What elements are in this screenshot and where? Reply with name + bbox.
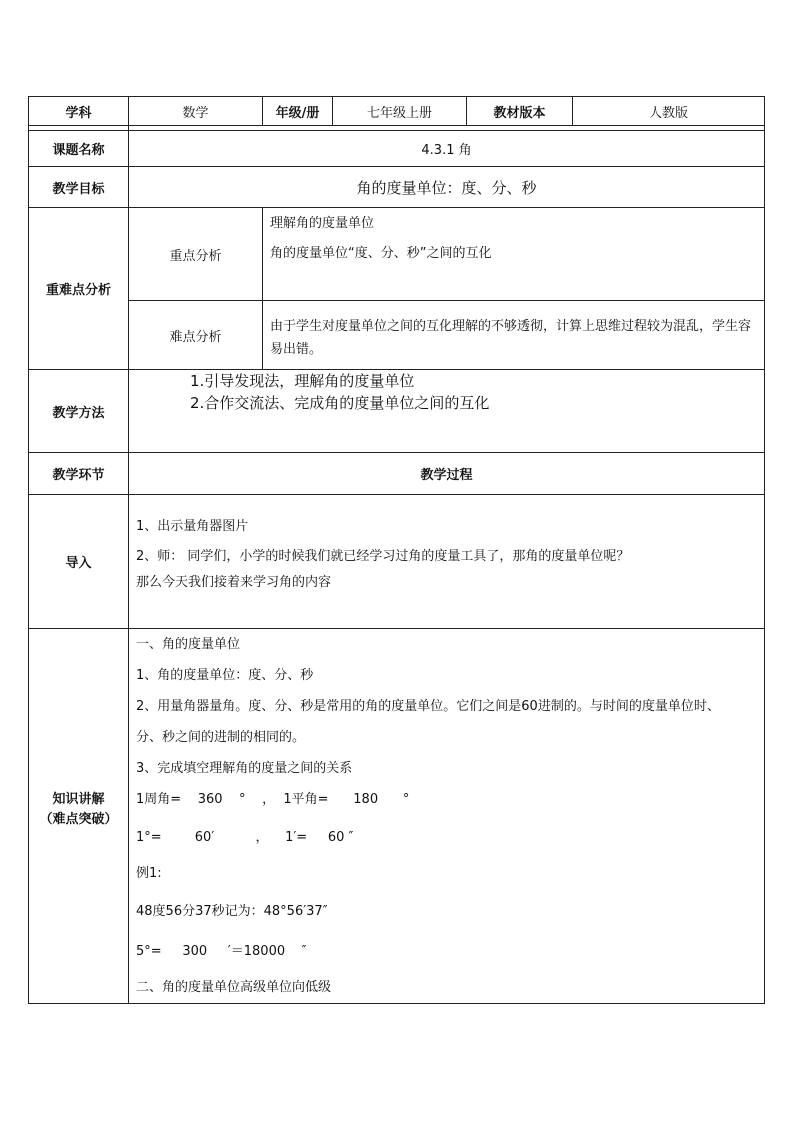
process-header-label: 教学过程	[420, 468, 473, 483]
course-label: 课题名称	[52, 143, 105, 158]
key-analysis-line-1: 理解角的度量单位	[270, 216, 375, 231]
knowledge-line-9: 48度56分37秒记为：48°56′37″	[136, 904, 328, 919]
method-item-2: 2.合作交流法、完成角的度量单位之间的互化	[190, 394, 490, 412]
intro-line-3: 那么今天我们接着来学习角的内容	[136, 575, 332, 590]
knowledge-line-5: 3、完成填空理解角的度量之间的关系	[136, 761, 353, 776]
key-analysis-line-2: 角的度量单位“度、分、秒”之间的互化	[270, 246, 492, 261]
knowledge-line-4: 分、秒之间的进制的相同的。	[136, 730, 306, 745]
knowledge-label-line-1: 知识讲解	[52, 792, 105, 807]
difficult-analysis-text: 由于学生对度量单位之间的互化理解的不够透彻，计算上思维过程较为混乱，学生容易出错。	[270, 319, 752, 357]
grade-label: 年级/册	[275, 105, 320, 121]
knowledge-line-3: 2、用量角器量角。度、分、秒是常用的角的度量单位。它们之间是60进制的。与时间的度量单位时、	[136, 699, 720, 714]
knowledge-line-11: 二、角的度量单位高级单位向低级	[136, 980, 332, 995]
goal-label: 教学目标	[52, 181, 105, 197]
knowledge-line-7: 1°= 60′ ， 1′= 60 ″	[136, 830, 354, 845]
method-item-1: 1.引导发现法，理解角的度量单位	[190, 372, 415, 390]
knowledge-label	[29, 780, 128, 840]
subject-value: 数学	[182, 105, 209, 121]
stage-header-label: 教学环节	[52, 468, 105, 483]
knowledge-line-8: 例1:	[136, 866, 162, 881]
grade-value: 七年级上册	[366, 105, 432, 121]
knowledge-label-line-2: （难点突破）	[39, 812, 118, 827]
goal-value: 角的度量单位：度、分、秒	[356, 178, 537, 197]
difficult-analysis-label: 难点分析	[169, 329, 222, 345]
subject-label: 学科	[65, 105, 92, 121]
method-label: 教学方法	[52, 405, 105, 421]
key-analysis-label: 重点分析	[169, 248, 222, 264]
knowledge-line-1: 一、角的度量单位	[136, 637, 241, 652]
knowledge-line-6: 1周角= 360 ° ， 1平角= 180 °	[136, 792, 410, 807]
course-value: 4.3.1 角	[421, 143, 472, 158]
intro-line-1: 1、出示量角器图片	[136, 519, 249, 534]
intro-line-2: 2、师： 同学们，小学的时候我们就已经学习过角的度量工具了，那角的度量单位呢？	[136, 549, 630, 564]
edition-label: 教材版本	[493, 105, 546, 121]
intro-label: 导入	[65, 556, 92, 571]
knowledge-line-10: 5°= 300 ′＝18000 ″	[136, 944, 307, 959]
analysis-label: 重难点分析	[45, 283, 111, 298]
edition-value: 人教版	[648, 105, 688, 121]
knowledge-line-2: 1、角的度量单位：度、分、秒	[136, 668, 314, 683]
